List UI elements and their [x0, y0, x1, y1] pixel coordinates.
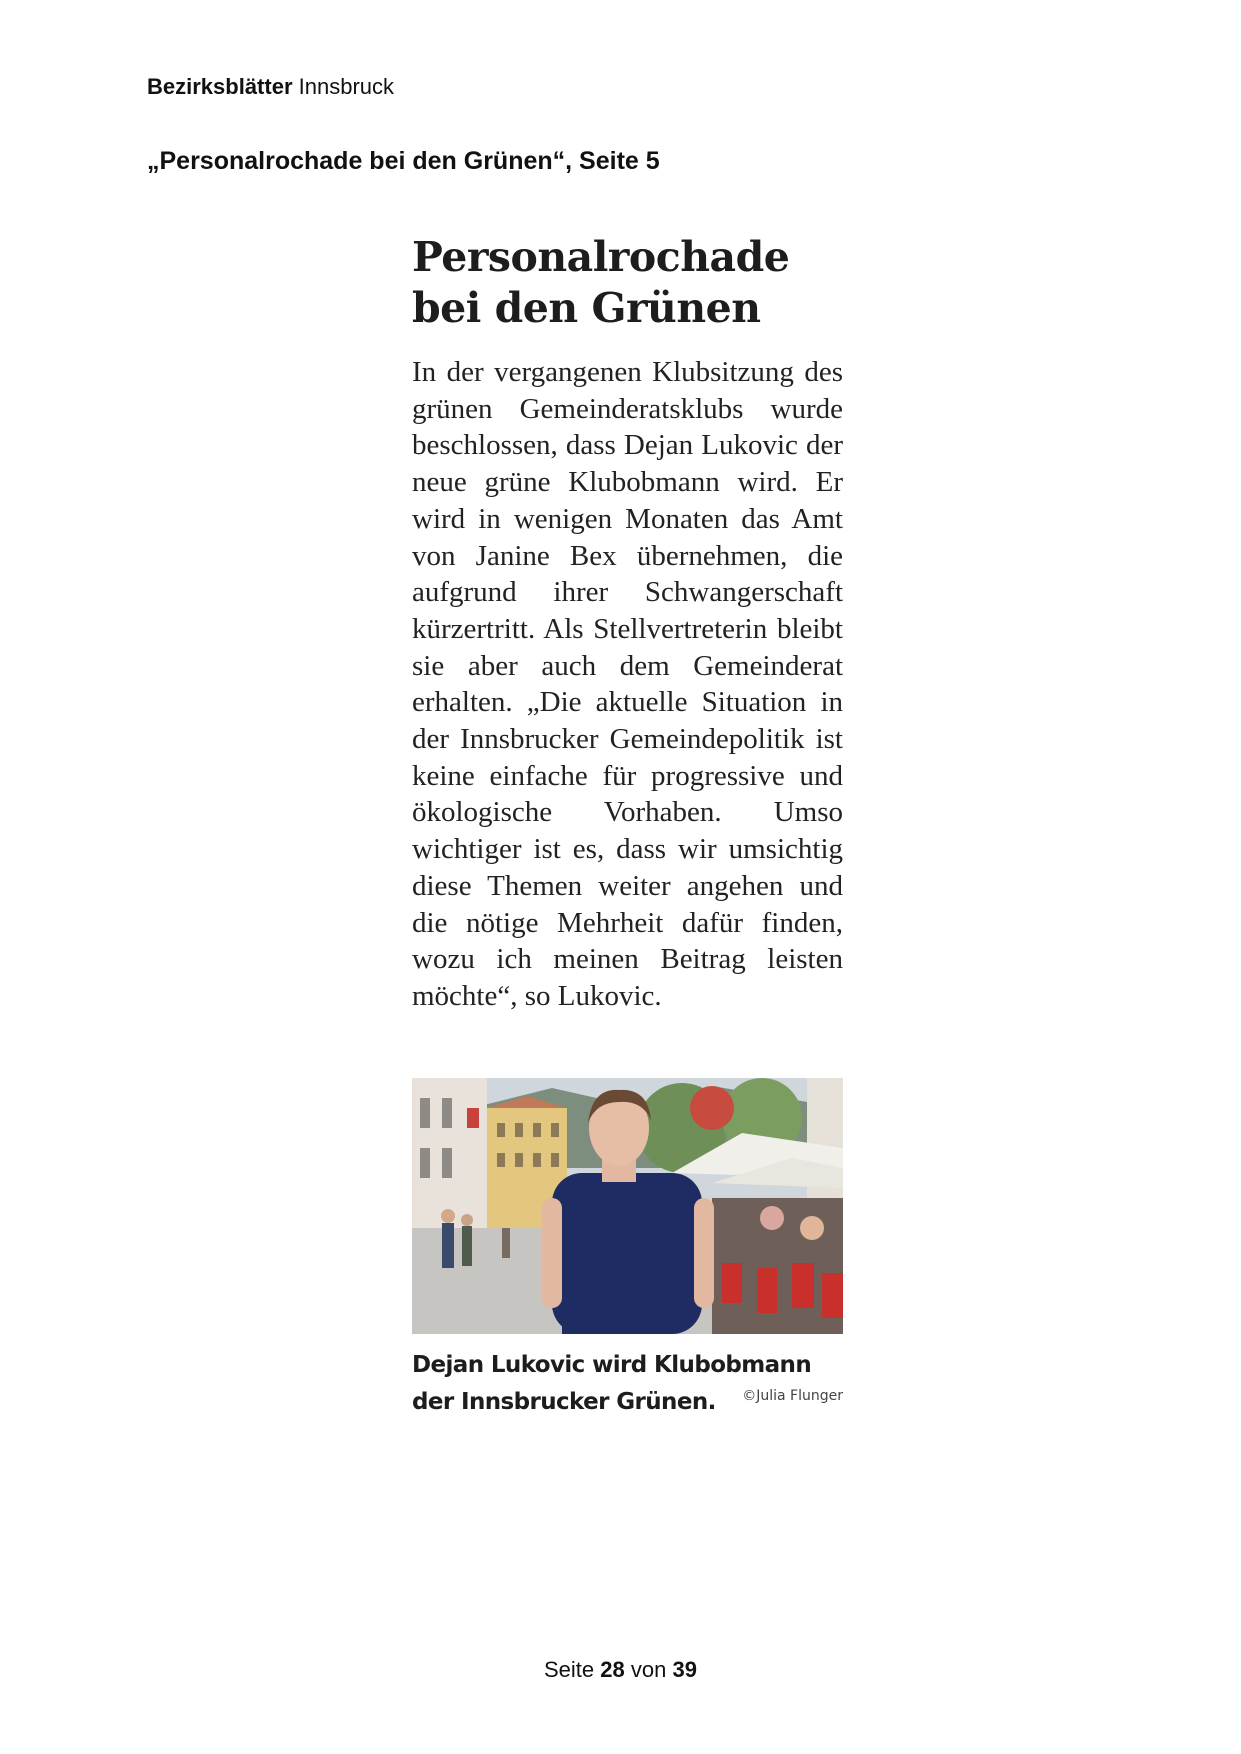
- portrait-photo-illustration: [412, 1078, 843, 1334]
- photo-credit: ©Julia Flunger: [742, 1388, 843, 1404]
- headline-line-2: bei den Grünen: [412, 284, 761, 332]
- article-body: In der vergangenen Klubsitzung des grünen Gemeinderatsklubs wurde beschlossen, dass Dejan Lukovic der neue grüne Klubobmann wird. Er wird in wenigen Monaten das Amt von Janine Bex übernehmen, die aufgrund ihrer Schwangerschaft kürzertritt. Als Stellvertreterin bleibt sie aber auch dem Gemeinderat erhalten. „Die aktuelle Situation in der Innsbrucker Gemeindepolitik ist keine einfache für progressive und ökologische Vorhaben. Umso wichtiger ist es, dass wir umsichtig diese Themen weiter angehen und die nötige Mehrheit dafür finden, wozu ich meinen Beitrag leisten möchte“, so Lukovic.: [412, 356, 843, 1012]
- page-footer: [0, 1657, 1241, 1683]
- page-current: 28: [600, 1657, 625, 1682]
- headline-line-1: Personalrochade: [412, 233, 790, 281]
- page-word: Seite: [544, 1657, 595, 1682]
- clip-title: „Personalrochade bei den Grünen“, Seite 5: [147, 147, 660, 175]
- article-clipping: [412, 232, 843, 1015]
- publication-name: Bezirksblätter: [147, 74, 293, 99]
- photo-caption: [412, 1347, 843, 1421]
- page-total: 39: [672, 1657, 697, 1682]
- publication-region: Innsbruck: [298, 74, 395, 99]
- caption-line-2: der Innsbrucker Grünen.: [412, 1389, 716, 1415]
- caption-line-1: Dejan Lukovic wird Klubobmann: [412, 1352, 812, 1378]
- article-photo: [412, 1078, 843, 1334]
- article-headline: [412, 232, 843, 334]
- publication-source: [147, 74, 394, 100]
- page-of-word: von: [630, 1657, 667, 1682]
